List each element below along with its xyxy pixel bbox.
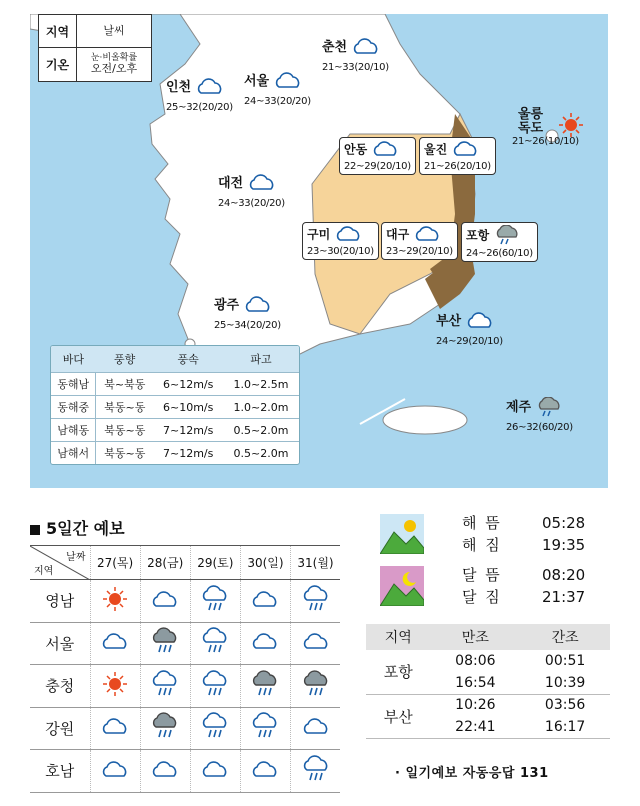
rain-cloud-icon — [291, 580, 341, 623]
tide-header: 만조 — [430, 624, 520, 650]
city-ulleung: 울릉독도 21~26(10/10) — [518, 108, 588, 147]
cloud-icon — [240, 580, 290, 623]
sun-icon — [90, 580, 140, 623]
forecast-corner: 날짜 지역 — [30, 546, 90, 580]
cloud-icon — [140, 750, 190, 793]
rain-cloud-icon — [493, 225, 521, 248]
city-daegu: 대구 23~29(20/10) — [381, 222, 458, 260]
city-pohang: 포항 24~26(60/10) — [461, 222, 538, 262]
forecast-day: 31(월) — [291, 546, 341, 580]
city-incheon: 인천 25~32(20/20) — [166, 76, 233, 113]
moonrise-time: 08:20 — [542, 566, 586, 584]
city-daejeon: 대전 24~33(20/20) — [218, 172, 285, 209]
rain-cloud-icon — [291, 750, 341, 793]
cloud-icon — [247, 173, 277, 196]
forecast-region: 영남 — [30, 580, 90, 623]
tide-header: 간조 — [520, 624, 610, 650]
cloud-icon — [465, 311, 495, 334]
sunrise-icon — [380, 514, 424, 554]
city-uljin: 울진 21~26(20/10) — [419, 137, 496, 175]
heavy-rain-icon — [140, 622, 190, 665]
forecast-region: 서울 — [30, 622, 90, 665]
cloud-icon — [451, 140, 479, 161]
rain-cloud-icon — [140, 665, 190, 708]
rain-cloud-icon — [190, 622, 240, 665]
tide-table — [366, 624, 610, 739]
legend-weather: 날씨 — [103, 23, 125, 37]
table-row — [30, 580, 340, 623]
table-row — [30, 622, 340, 665]
rain-cloud-icon — [190, 665, 240, 708]
cloud-icon — [240, 750, 290, 793]
table-row: 동해중 북동~동 6~10m/s 1.0~2.0m — [51, 396, 299, 419]
table-row — [30, 750, 340, 793]
legend-ampm: 오전/오후 — [90, 62, 138, 76]
cloud-icon — [240, 622, 290, 665]
forecast-table — [30, 545, 340, 793]
forecast-phone-note: · 일기예보 자동응답 131 — [395, 766, 549, 781]
legend-temp: 기온 — [39, 48, 77, 81]
legend-prob: 눈·비올확률 — [90, 52, 138, 63]
cloud-icon — [140, 580, 190, 623]
cloud-icon — [190, 750, 240, 793]
forecast-region: 호남 — [30, 750, 90, 793]
forecast-day: 30(일) — [240, 546, 290, 580]
sunrise-time: 05:28 — [542, 514, 586, 532]
city-chuncheon: 춘천 21~33(20/10) — [322, 36, 389, 73]
cloud-icon — [90, 707, 140, 750]
cloud-icon — [371, 140, 399, 161]
forecast-region: 강원 — [30, 707, 90, 750]
rain-cloud-icon — [190, 707, 240, 750]
forecast-day: 28(금) — [140, 546, 190, 580]
forecast-title: 5일간 예보 — [30, 516, 125, 539]
cloud-icon — [195, 77, 225, 100]
forecast-day: 27(목) — [90, 546, 140, 580]
city-andong: 안동 22~29(20/10) — [339, 137, 416, 175]
cloud-icon — [351, 37, 381, 60]
rain-cloud-icon — [240, 707, 290, 750]
forecast-day: 29(토) — [190, 546, 240, 580]
table-row — [30, 707, 340, 750]
city-busan: 부산 24~29(20/10) — [436, 310, 503, 347]
cloud-icon — [291, 707, 341, 750]
sea-conditions-table — [50, 345, 300, 465]
heavy-rain-icon — [140, 707, 190, 750]
map-legend — [38, 14, 152, 82]
cloud-icon — [90, 622, 140, 665]
sun-moon-panel: 해 뜸 05:28 해 짐 19:35 달 뜸 08:20 달 짐 21:37 — [380, 512, 630, 616]
sea-header: 파고 — [223, 346, 299, 373]
sunset-time: 19:35 — [542, 536, 586, 554]
moonrise-icon — [380, 566, 424, 606]
cloud-icon — [291, 622, 341, 665]
cloud-icon — [243, 295, 273, 318]
sea-header: 풍속 — [153, 346, 223, 373]
rain-cloud-icon — [535, 397, 563, 420]
table-row: 남해동 북동~동 7~12m/s 0.5~2.0m — [51, 419, 299, 442]
table-row — [30, 665, 340, 708]
city-gumi: 구미 23~30(20/10) — [302, 222, 379, 260]
cloud-icon — [334, 225, 362, 246]
cloud-icon — [273, 71, 303, 94]
sea-header: 바다 — [51, 346, 96, 373]
rain-cloud-icon — [190, 580, 240, 623]
table-row: 부산 10:26 03:56 — [366, 694, 610, 716]
city-gwangju: 광주 25~34(20/20) — [214, 294, 281, 331]
city-seoul: 서울 24~33(20/20) — [244, 70, 311, 107]
sea-header: 풍향 — [96, 346, 154, 373]
moonset-time: 21:37 — [542, 588, 586, 606]
table-row: 포항 08:06 00:51 — [366, 650, 610, 672]
heavy-rain-icon — [240, 665, 290, 708]
tide-header: 지역 — [366, 624, 430, 650]
sun-icon — [558, 112, 584, 141]
heavy-rain-icon — [291, 665, 341, 708]
legend-region: 지역 — [39, 15, 77, 47]
table-row: 남해서 북동~동 7~12m/s 0.5~2.0m — [51, 442, 299, 465]
cloud-icon — [90, 750, 140, 793]
forecast-region: 충청 — [30, 665, 90, 708]
sun-icon — [90, 665, 140, 708]
table-row: 16:54 10:39 — [366, 672, 610, 694]
table-row: 22:41 16:17 — [366, 716, 610, 738]
cloud-icon — [413, 225, 441, 246]
table-row: 동해남 북~북동 6~12m/s 1.0~2.5m — [51, 373, 299, 396]
city-jeju: 제주 26~32(60/20) — [506, 396, 573, 433]
